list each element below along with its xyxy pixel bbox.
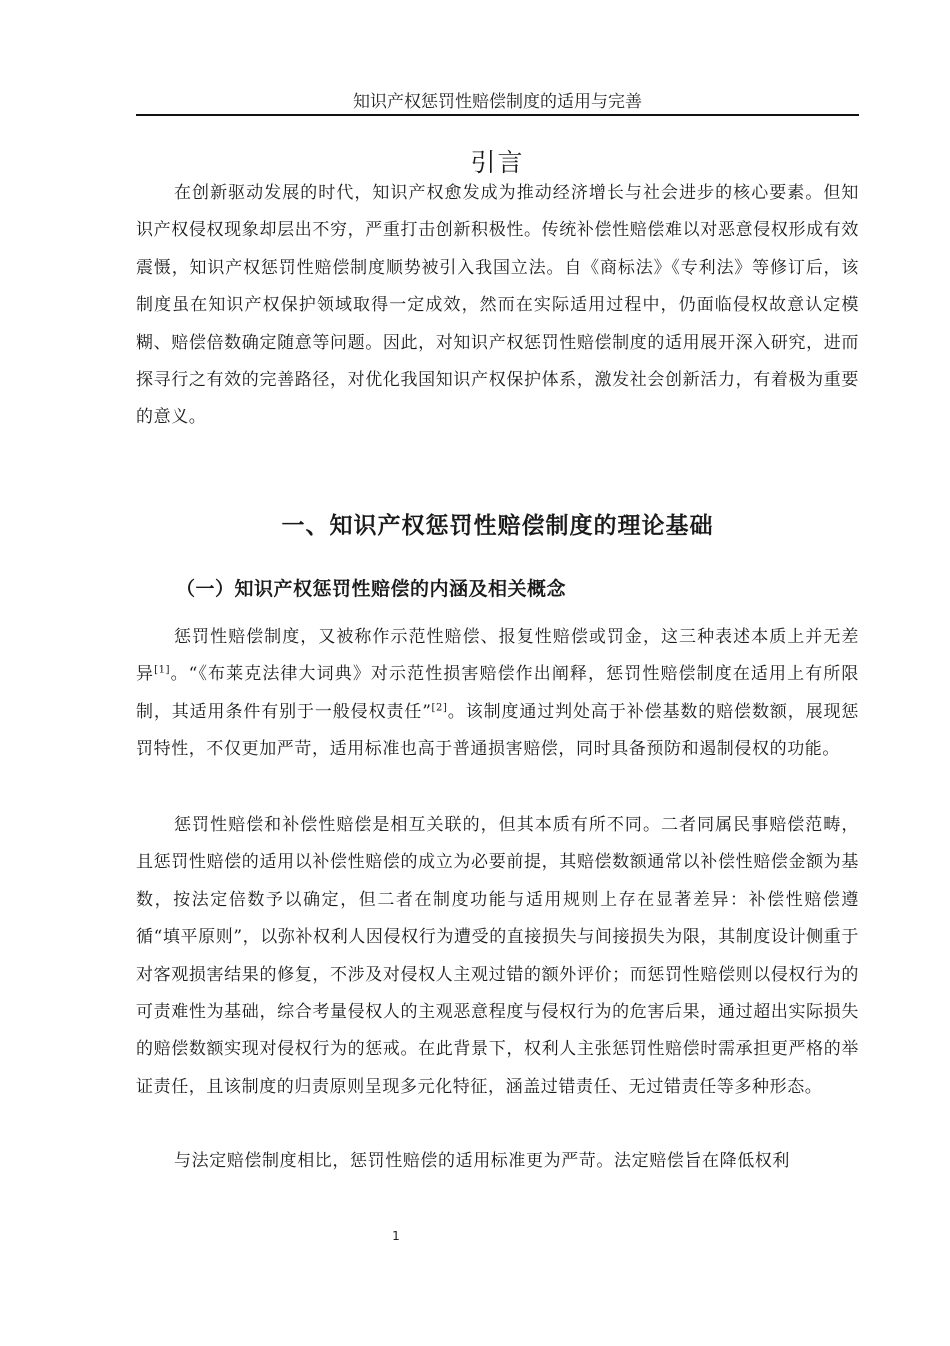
body-paragraph-3: 与法定赔偿制度相比，惩罚性赔偿的适用标准更为严苛。法定赔偿旨在降低权利 bbox=[174, 1151, 790, 1171]
header-rule bbox=[136, 114, 859, 116]
paragraph-1-text-c: 。该制度通过判处高于补偿基数的赔偿数额，展现惩罚特性，不仅更加严苛，适用标准也高于普通损害赔偿，同时具备预防和遏制侵权的功能。 bbox=[136, 701, 859, 760]
body-paragraph-2: 惩罚性赔偿和补偿性赔偿是相互关联的，但其本质有所不同。二者同属民事赔偿范畴，且惩罚性赔偿的适用以补偿性赔偿的成立为必要前提，其赔偿数额通常以补偿性赔偿金额为基数，按法定倍数予以确定，但二者在制度功能与适用规则上存在显著差异：补偿性赔偿遵循“填平原则”，以弥补权利人因侵权行为遭受的直接损失与间接损失为限，其制度设计侧重于对客观损害结果的修复，不涉及对侵权人主观过错的额外评价；而惩罚性赔偿则以侵权行为的可责难性为基础，综合考量侵权人的主观恶意程度与侵权行为的危害后果，通过超出实际损失的赔偿数额实现对侵权行为的惩戒。在此背景下，权利人主张惩罚性赔偿时需承担更严格的举证责任，且该制度的归责原则呈现多元化特征，涵盖过错责任、无过错责任等多种形态。 bbox=[136, 815, 859, 1097]
paragraph-1-text-b: 。“《布莱克法律大词典》对示范性损害赔偿作出阐释，惩罚性赔偿制度在适用上有所限制，其适用条件有别于一般侵权责任” bbox=[136, 664, 859, 722]
subsection-1-heading: （一）知识产权惩罚性赔偿的内涵及相关概念 bbox=[176, 578, 567, 600]
section-1-heading: 一、知识产权惩罚性赔偿制度的理论基础 bbox=[281, 513, 714, 539]
paragraph-1-text-a: 惩罚性赔偿制度，又被称作示范性赔偿、报复性赔偿或罚金，这三种表述本质上并无差异 bbox=[136, 627, 859, 685]
body-paragraph-1 bbox=[136, 619, 859, 769]
intro-heading: 引言 bbox=[470, 148, 525, 177]
page-number: 1 bbox=[392, 1229, 400, 1243]
citation-ref-2: [2] bbox=[431, 702, 448, 714]
intro-paragraph: 在创新驱动发展的时代，知识产权愈发成为推动经济增长与社会进步的核心要素。但知识产权侵权现象却层出不穷，严重打击创新积极性。传统补偿性赔偿难以对恶意侵权形成有效震慑，知识产权惩罚性赔偿制度顺势被引入我国立法。自《商标法》《专利法》等修订后，该制度虽在知识产权保护领域取得一定成效，然而在实际适用过程中，仍面临侵权故意认定模糊、赔偿倍数确定随意等问题。因此，对知识产权惩罚性赔偿制度的适用展开深入研究，进而探寻行之有效的完善路径，对优化我国知识产权保护体系，激发社会创新活力，有着极为重要的意义。 bbox=[136, 183, 859, 428]
running-header: 知识产权惩罚性赔偿制度的适用与完善 bbox=[353, 92, 642, 112]
citation-ref-1: [1] bbox=[154, 664, 171, 676]
